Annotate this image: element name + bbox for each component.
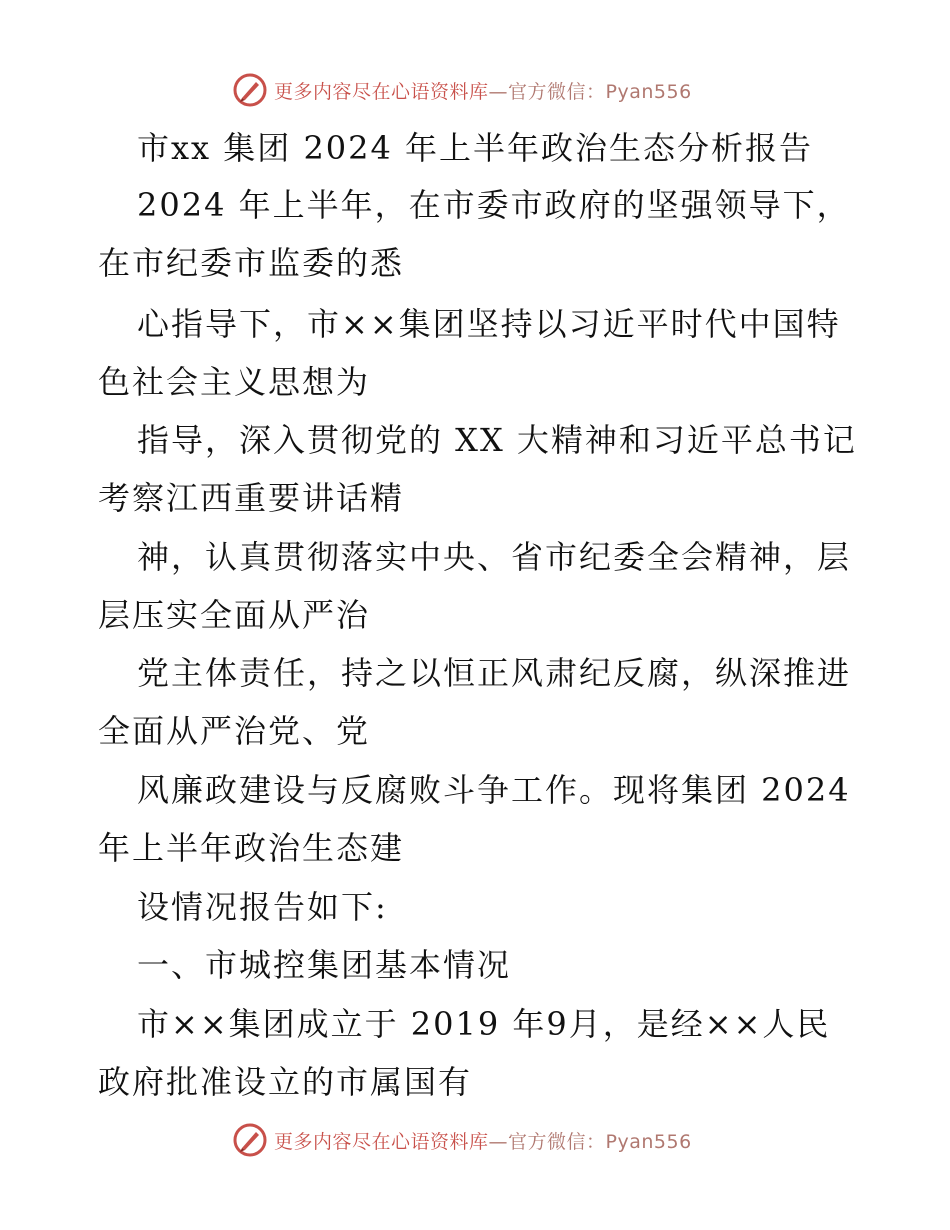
paragraph-line: 2024 年上半年，在市委市政府的坚强领导下， <box>137 186 851 224</box>
pen-logo-icon <box>232 72 268 108</box>
watermark-site: 更多内容尽在心语资料库 <box>274 1130 489 1153</box>
paragraph-line: 神，认真贯彻落实中央、省市纪委全会精神，层 <box>137 538 852 576</box>
document-title: 市xx 集团 2024 年上半年政治生态分析报告 <box>137 129 814 167</box>
watermark-header <box>232 70 752 110</box>
watermark-wechat: —官方微信：Pyan556 <box>488 1130 692 1153</box>
paragraph-line: 市××集团成立于 2019 年9月，是经××人民 <box>137 1005 831 1043</box>
paragraph-line: 年上半年政治生态建 <box>98 829 405 867</box>
paragraph-line: 政府批准设立的市属国有 <box>98 1063 473 1101</box>
watermark-footer <box>232 1120 752 1160</box>
paragraph-line: 指导，深入贯彻党的 XX 大精神和习近平总书记 <box>137 421 857 459</box>
watermark-text <box>274 1127 692 1154</box>
watermark-text <box>274 77 692 104</box>
paragraph-line: 在市纪委市监委的悉 <box>98 244 405 282</box>
paragraph-line: 设情况报告如下: <box>137 888 388 926</box>
paragraph-line: 全面从严治党、党 <box>98 712 371 750</box>
paragraph-line: 党主体责任，持之以恒正风肃纪反腐，纵深推进 <box>137 654 852 692</box>
pen-logo-icon <box>232 1122 268 1158</box>
paragraph-line: 心指导下，市××集团坚持以习近平时代中国特 <box>137 305 841 343</box>
watermark-wechat: —官方微信：Pyan556 <box>488 80 692 103</box>
paragraph-line: 色社会主义思想为 <box>98 363 371 401</box>
watermark-site: 更多内容尽在心语资料库 <box>274 80 489 103</box>
section-heading: 一、市城控集团基本情况 <box>137 946 512 984</box>
paragraph-line: 层压实全面从严治 <box>98 596 371 634</box>
paragraph-line: 考察江西重要讲话精 <box>98 479 405 517</box>
paragraph-line: 风廉政建设与反腐败斗争工作。现将集团 2024 <box>137 771 851 809</box>
